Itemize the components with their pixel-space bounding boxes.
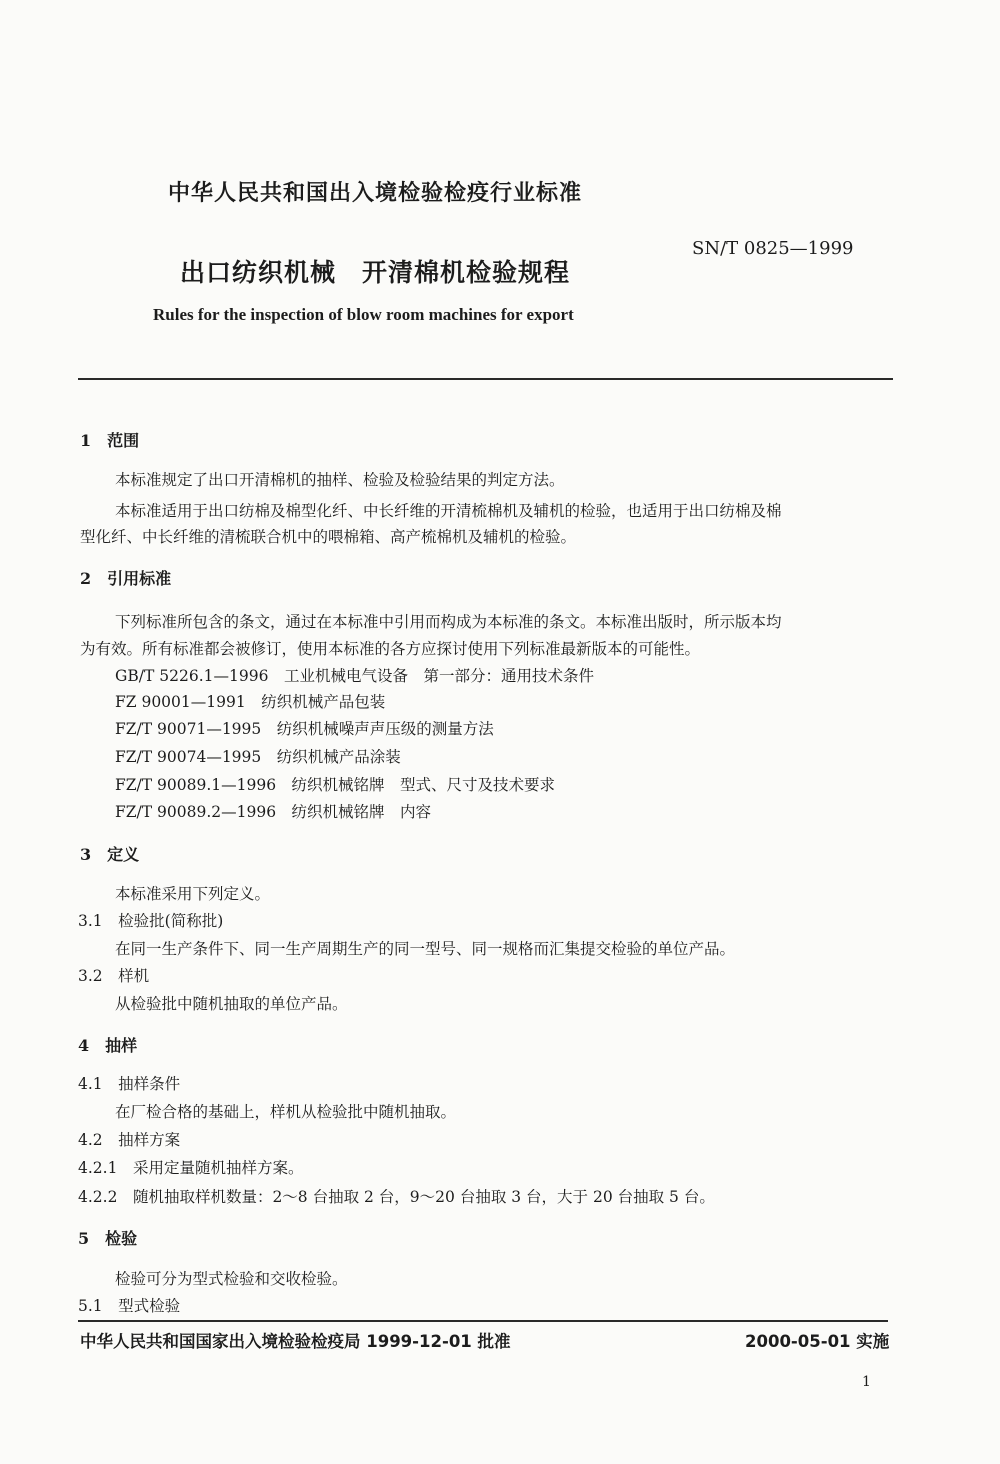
approval-statement: 中华人民共和国国家出入境检验检疫局 1999-12-01 批准 [80,1332,511,1351]
section-4-heading: 4 抽样 [78,1036,138,1055]
reference-item: FZ 90001—1991 纺织机械产品包装 [115,693,386,711]
section-3-heading: 3 定义 [80,845,140,864]
section-1-paragraph-2-line-2: 型化纤、中长纤维的清梳联合机中的喂棉箱、高产梳棉机及辅机的检验。 [80,528,577,546]
section-1-paragraph-1: 本标准规定了出口开清棉机的抽样、检验及检验结果的判定方法。 [115,471,565,489]
clause-5-1-title: 5.1 型式检验 [78,1297,181,1315]
section-5-paragraph: 检验可分为型式检验和交收检验。 [115,1270,348,1288]
clause-4-2-title: 4.2 抽样方案 [78,1131,181,1149]
definition-3-2-title: 3.2 样机 [78,967,150,985]
section-1-heading: 1 范围 [80,431,140,450]
section-5-heading: 5 检验 [78,1229,138,1248]
clause-4-2-1: 4.2.1 采用定量随机抽样方案。 [78,1159,304,1177]
document-title-en: Rules for the inspection of blow room machines for export [153,305,574,324]
standard-number: SN/T 0825—1999 [692,238,854,259]
page-number: 1 [862,1374,871,1390]
effective-date: 2000-05-01 实施 [745,1332,890,1351]
clause-4-1-title: 4.1 抽样条件 [78,1075,181,1093]
reference-item: FZ/T 90074—1995 纺织机械产品涂装 [115,748,401,766]
section-2-heading: 2 引用标准 [80,569,172,588]
section-2-paragraph-line-2: 为有效。所有标准都会被修订，使用本标准的各方应探讨使用下列标准最新版本的可能性。 [80,640,701,658]
reference-item: FZ/T 90089.2—1996 纺织机械铭牌 内容 [115,803,432,821]
reference-item: FZ/T 90071—1995 纺织机械噪声声压级的测量方法 [115,720,494,738]
definition-3-2-text: 从检验批中随机抽取的单位产品。 [115,995,348,1013]
section-3-paragraph: 本标准采用下列定义。 [115,885,271,903]
reference-item: GB/T 5226.1—1996 工业机械电气设备 第一部分：通用技术条件 [115,667,594,685]
clause-4-1-text: 在厂检合格的基础上，样机从检验批中随机抽取。 [115,1103,457,1121]
section-1-paragraph-2-line-1: 本标准适用于出口纺棉及棉型化纤、中长纤维的开清梳棉机及辅机的检验，也适用于出口纺棉及棉 [115,502,782,520]
header-divider [78,378,893,380]
definition-3-1-text: 在同一生产条件下、同一生产周期生产的同一型号、同一规格而汇集提交检验的单位产品。 [115,940,736,958]
document-title-cn: 出口纺织机械 开清棉机检验规程 [180,258,571,287]
definition-3-1-title: 3.1 检验批(简称批) [78,912,224,930]
clause-4-2-2: 4.2.2 随机抽取样机数量：2～8 台抽取 2 台，9～20 台抽取 3 台，大于 20 台抽取 5 台。 [78,1188,715,1206]
issuing-body-title: 中华人民共和国出入境检验检疫行业标准 [168,181,583,206]
section-2-paragraph-line-1: 下列标准所包含的条文，通过在本标准中引用而构成为本标准的条文。本标准出版时，所示版本均 [115,613,782,631]
reference-item: FZ/T 90089.1—1996 纺织机械铭牌 型式、尺寸及技术要求 [115,776,556,794]
footer-divider [78,1320,888,1322]
